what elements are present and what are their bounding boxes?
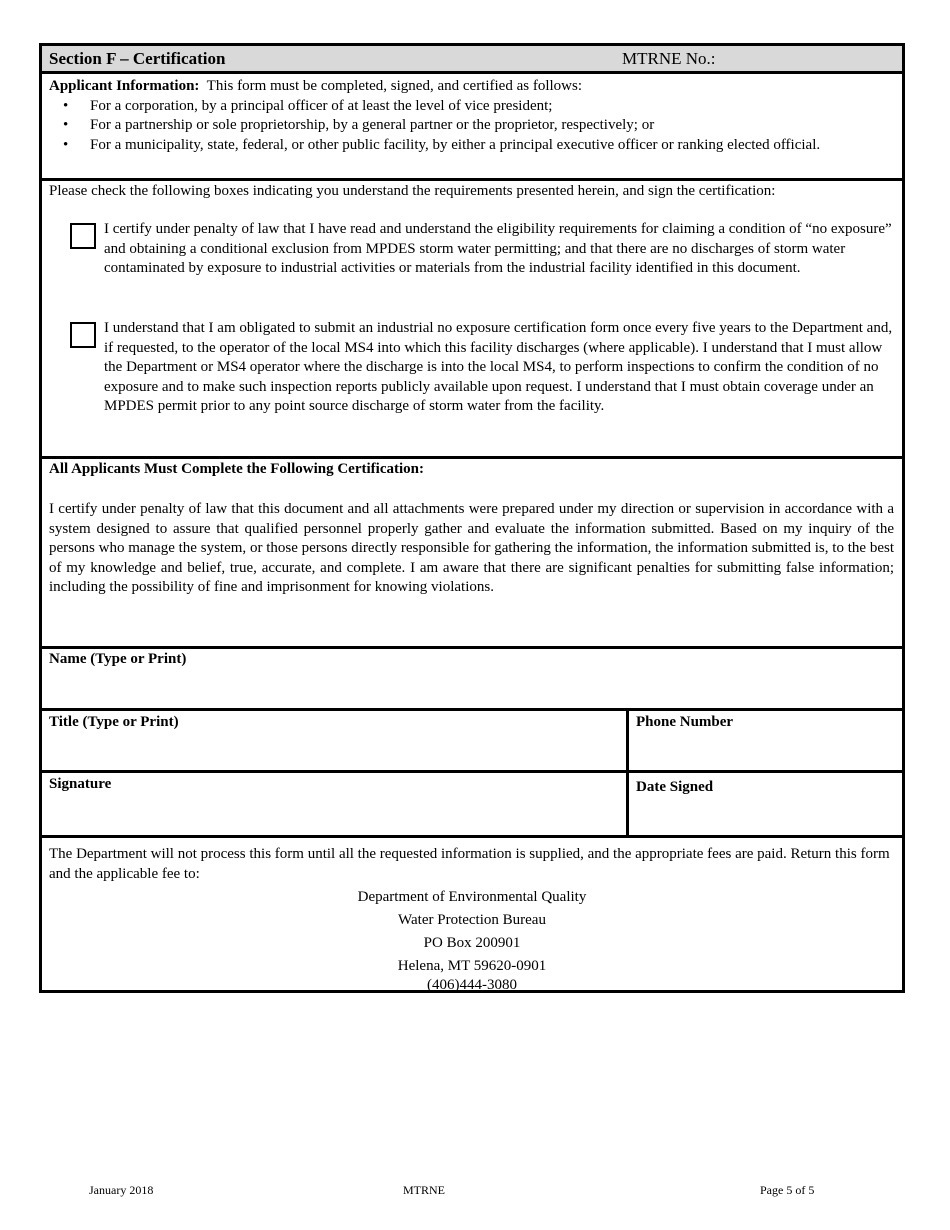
divider	[42, 456, 902, 459]
signatory-list	[49, 97, 894, 156]
address-line: PO Box 200901	[423, 935, 521, 951]
applicant-information	[49, 77, 894, 155]
address-line: Department of Environmental Quality	[357, 889, 587, 905]
signature-label: Signature	[49, 776, 112, 792]
footer-page-number: Page 5 of 5	[760, 1183, 815, 1197]
processing-notice: The Department will not process this form until all the requested information is supplied, and the appropriate fees are paid. Return this form and the applicable fee to:	[49, 846, 890, 882]
footer-date: January 2018	[89, 1183, 154, 1197]
obligation-checkbox[interactable]	[70, 322, 96, 348]
obligation-statement: I understand that I am obligated to submit an industrial no exposure certification form once every five years to the Department and, if requested, to the operator of the local MS4 into which this facility discharges (where applicable). I understand that I must allow the Department or MS4 operator where the discharge is into the local MS4, to perform inspections to confirm the condition of no exposure and to make such inspection reports publicly available upon request. I understand that I must obtain coverage under an MPDES permit prior to any point source discharge of storm water from the facility.	[104, 320, 893, 414]
title-label: Title (Type or Print)	[49, 714, 179, 730]
applicant-heading: Applicant Information:	[49, 78, 200, 94]
name-label: Name (Type or Print)	[49, 651, 187, 667]
address-line: Helena, MT 59620-0901	[397, 958, 547, 974]
phone-number: (406)444-3080	[427, 977, 517, 993]
footer-form-code: MTRNE	[403, 1183, 445, 1197]
no-exposure-checkbox[interactable]	[70, 223, 96, 249]
date-signed-label: Date Signed	[636, 779, 714, 795]
list-item	[49, 136, 894, 156]
name-field[interactable]	[42, 672, 902, 708]
bullet-icon: •	[63, 136, 69, 153]
column-divider	[626, 708, 629, 838]
date-signed-field[interactable]	[632, 800, 902, 835]
phone-field[interactable]	[632, 735, 902, 770]
address-line: Water Protection Bureau	[398, 912, 546, 928]
certification-form	[39, 43, 905, 993]
list-item-text: For a corporation, by a principal officer of at least the level of vice president;	[90, 97, 553, 114]
certification-text: I certify under penalty of law that this document and all attachments were prepared under my direction or supervision in accordance with a system designed to assure that qualified personnel properly gather and evaluate the information submitted. Based on my inquiry of the persons who manage the system, or those persons directly responsible for gathering the information, the information submitted is, to the best of my knowledge and belief, true, accurate, and complete. I am aware that there are significant penalties for submitting false information; including the possibility of fine and imprisonment for knowing violations.	[49, 501, 894, 595]
section-header	[42, 46, 902, 74]
divider	[42, 178, 902, 181]
certification-heading: All Applicants Must Complete the Following Certification:	[49, 461, 424, 477]
mtrne-number-label: MTRNE No.:	[622, 49, 716, 68]
signature-field[interactable]	[42, 797, 626, 835]
divider	[42, 646, 902, 649]
divider	[42, 835, 902, 838]
divider	[42, 708, 902, 711]
bullet-icon: •	[63, 117, 69, 133]
section-title: Section F – Certification	[49, 49, 226, 68]
list-item	[49, 97, 894, 117]
no-exposure-statement: I certify under penalty of law that I have read and understand the eligibility requirements for claiming a condition of “no exposure” and obtaining a conditional exclusion from MPDES storm water permitting; and that there are no discharges of storm water contaminated by exposure to industrial activities or materials from the industrial facility identified in this document.	[104, 221, 892, 276]
list-item-text: For a partnership or sole proprietorship, by a general partner or the proprietor, respectively; or	[90, 117, 655, 133]
applicant-intro	[49, 77, 894, 97]
phone-label: Phone Number	[636, 714, 734, 730]
list-item	[49, 116, 894, 136]
title-field[interactable]	[42, 735, 626, 770]
checkbox-instructions: Please check the following boxes indicating you understand the requirements presented herein, and sign the certification:	[49, 183, 776, 199]
bullet-icon: •	[63, 97, 69, 114]
divider	[42, 770, 902, 773]
applicant-intro-text: This form must be completed, signed, and certified as follows:	[206, 78, 583, 94]
list-item-text: For a municipality, state, federal, or other public facility, by either a principal executive officer or ranking elected official.	[90, 136, 821, 153]
